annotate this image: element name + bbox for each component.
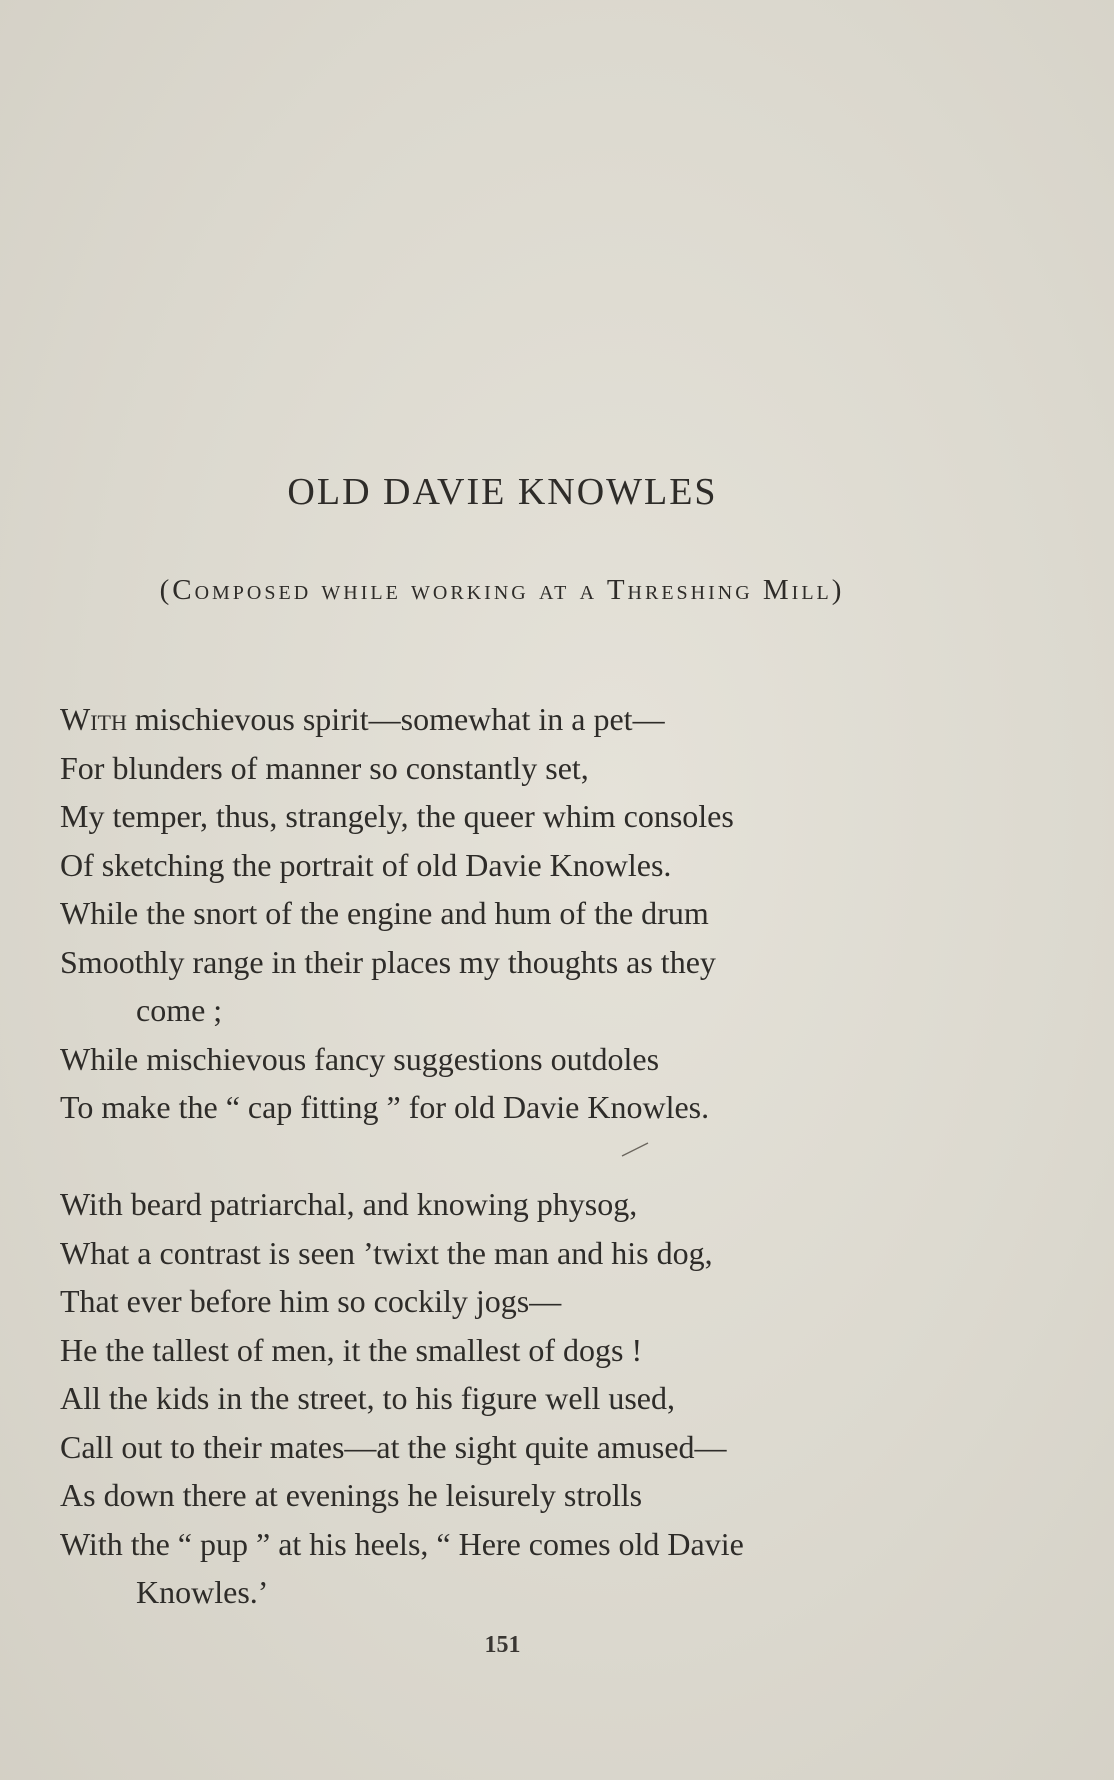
poem-line: Call out to their mates—at the sight quite amused— [60,1428,727,1465]
poem-subtitle: (Composed while working at a Threshing Mill) [159,574,845,606]
poem-line: What a contrast is seen ’twixt the man and his dog, [60,1234,713,1271]
stanza-2 [60,1180,960,1617]
poem-line-continuation: come ; [136,992,223,1028]
poem-line-continuation: Knowles.’ [136,1574,269,1610]
poem-line: That ever before him so cockily jogs— [60,1283,562,1319]
poem-line: He the tallest of men, it the smallest of dogs ! [60,1331,643,1368]
poem-line: While the snort of the engine and hum of the drum [60,895,709,931]
page-number: 151 [484,1632,521,1658]
poem-line: To make the “ cap fitting ” for old Davie Knowles. [60,1089,710,1125]
poem-line: Smoothly range in their places my thoughts as they [60,943,716,980]
poem-line [60,695,960,744]
poem-line: As down there at evenings he leisurely strolls [60,1477,643,1513]
line-text: mischievous spirit—somewhat in a pet— [126,701,665,737]
poem-line: With beard patriarchal, and knowing physog, [60,1186,638,1222]
poem-line: While mischievous fancy suggestions outdoles [60,1040,660,1077]
poem-line: All the kids in the street, to his figure well used, [60,1380,675,1416]
stanza-1 [60,695,960,1132]
drop-word: With [60,701,127,737]
poem-line: For blunders of manner so constantly set, [60,749,589,786]
pencil-mark-icon [620,1140,650,1160]
poem-line: Of sketching the portrait of old Davie Knowles. [60,846,672,883]
poem-title: OLD DAVIE KNOWLES [287,471,718,513]
poem-line: My temper, thus, strangely, the queer whim consoles [60,798,734,834]
poem-line: With the “ pup ” at his heels, “ Here comes old Davie [60,1525,744,1562]
